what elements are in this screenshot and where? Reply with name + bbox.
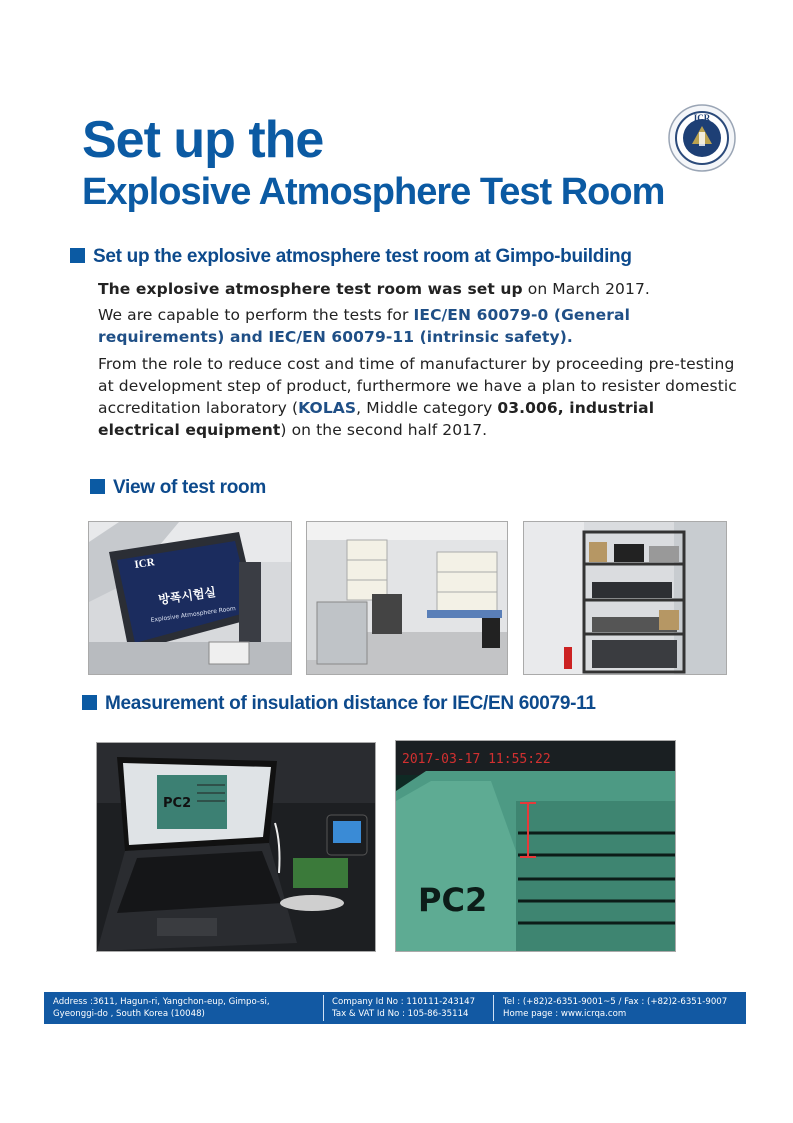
paragraph-accreditation: From the role to reduce cost and time of manufacturer by proceeding pre-testing at development step of product, furthermore we have a plan to resister domestic accreditation laboratory (KOLAS, Middle category 03.006, industrial electrical equipment) on the second half 2017. (98, 355, 737, 439)
photo-equipment-shelves (523, 521, 727, 675)
paragraph-capabilities: We are capable to perform the tests for IEC/EN 60079-0 (General requirements) and IEC/EN 60079-11 (intrinsic safety). (98, 306, 630, 346)
laptop-screen-label: PC2 (163, 796, 192, 811)
footer-contact: Tel : (+82)2-6351-9001~5 / Fax : (+82)2-6351-9007 Home page : www.icrqa.com (503, 997, 728, 1019)
photo-test-room-interior (306, 521, 508, 675)
section-heading-measurement: Measurement of insulation distance for IEC/EN 60079-11 (82, 693, 596, 715)
sign-english-text: Explosive Atmosphere Room (150, 605, 237, 624)
photo-microscope-view (395, 740, 676, 952)
sign-brand-text: ICR (133, 556, 156, 571)
sign-korean-text: 방폭시험실 (157, 585, 217, 607)
footer-address: Address :3611, Hagun-ri, Yangchon-eup, Gimpo-si, Gyeonggi-do , South Korea (10048) (53, 997, 270, 1019)
icr-logo (668, 104, 736, 172)
square-bullet-icon (70, 248, 85, 263)
page-title-line2: Explosive Atmosphere Test Room (82, 171, 665, 213)
footer-bar (44, 992, 746, 1024)
paragraph-setup-date: The explosive atmosphere test room was set up on March 2017. (98, 280, 650, 298)
square-bullet-icon (82, 695, 97, 710)
logo-text: ICR (693, 113, 711, 123)
photo-laptop-measurement (96, 742, 376, 952)
footer-company-ids: Company Id No : 110111-243147 Tax & VAT Id No : 105-86-35114 (332, 997, 476, 1019)
footer-divider (493, 995, 494, 1021)
photo-test-room-sign (88, 521, 292, 675)
microscope-label: PC2 (418, 881, 488, 919)
microscope-timestamp: 2017-03-17 11:55:22 (402, 752, 551, 767)
section-heading-view: View of test room (90, 477, 266, 499)
page-title-line1: Set up the (82, 111, 324, 169)
square-bullet-icon (90, 479, 105, 494)
section-heading-setup: Set up the explosive atmosphere test room at Gimpo-building (70, 246, 632, 268)
footer-divider (323, 995, 324, 1021)
